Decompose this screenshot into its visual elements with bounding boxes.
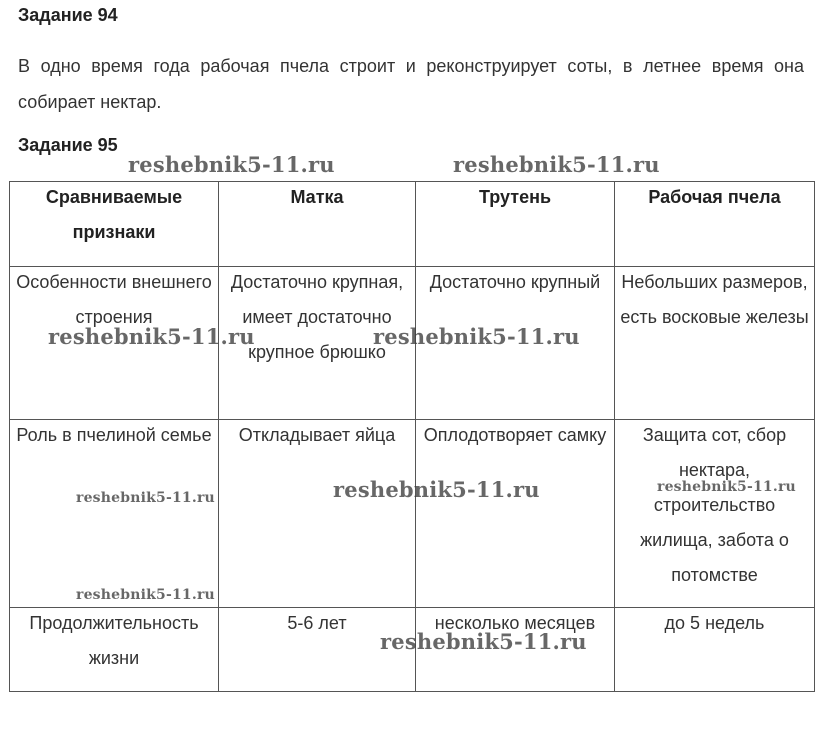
task-94-title: Задание 94 [18,5,118,25]
table-cell: Защита сот, сбор нектара, строительство жилища, забота о потомстве [615,420,815,608]
header-cell-features: Сравниваемые признаки [10,182,219,267]
table-row [10,420,815,608]
table-header-row [10,182,815,267]
table-cell: Продолжительность жизни [10,608,219,692]
header-cell-drone: Трутень [416,182,615,267]
watermark: reshebnik5-11.ru [128,152,335,177]
table-cell: до 5 недель [615,608,815,692]
task-94-answer: В одно время года рабочая пчела строит и реконструирует соты, в летнее время она собирает нектар. [18,56,804,112]
table-cell: Откладывает яйца [219,420,416,608]
watermark: reshebnik5-11.ru [453,152,660,177]
watermark: reshebnik5-11.ru [373,324,580,349]
watermark: reshebnik5-11.ru [380,629,587,654]
table-cell: Особенности внешнего строения [10,267,219,420]
table-cell: Роль в пчелиной семье [10,420,219,608]
table-row [10,267,815,420]
task-95-title: Задание 95 [18,135,118,155]
comparison-table [9,181,815,692]
table-cell: Достаточно крупный [416,267,615,420]
table-cell: несколько месяцев [416,608,615,692]
table-cell: Оплодотворяет самку [416,420,615,608]
table-cell: Достаточно крупная, имеет достаточно крупное брюшко [219,267,416,420]
watermark: reshebnik5-11.ru [48,324,255,349]
watermark: reshebnik5-11.ru [333,477,540,502]
watermark: reshebnik5-11.ru [76,490,215,506]
table-row [10,608,815,692]
header-cell-queen: Матка [219,182,416,267]
table-cell: 5-6 лет [219,608,416,692]
watermark: reshebnik5-11.ru [657,479,796,495]
header-cell-worker: Рабочая пчела [615,182,815,267]
table-cell: Небольших размеров, есть восковые железы [615,267,815,420]
watermark: reshebnik5-11.ru [76,587,215,603]
